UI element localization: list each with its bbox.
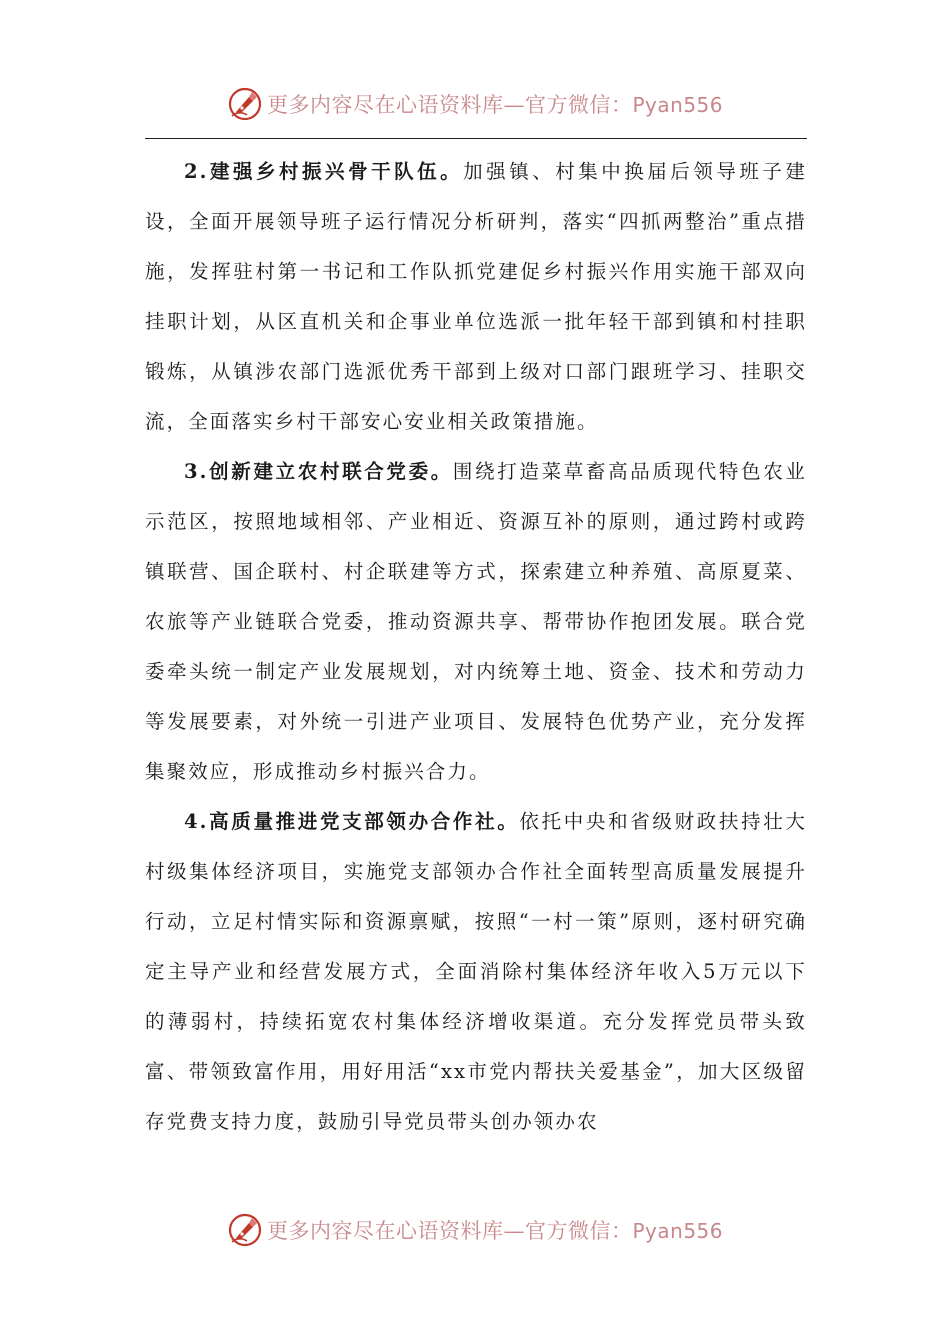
pen-nib-logo-icon	[227, 86, 263, 122]
header-banner-cn: 更多内容尽在心语资料库—官方微信：	[266, 93, 633, 117]
paragraph-2-heading: 2.建强乡村振兴骨干队伍。	[184, 160, 464, 183]
paragraph-3	[145, 447, 807, 797]
footer-banner-wechat-id: Pyan556	[632, 1219, 723, 1243]
paragraph-4-body: 依托中央和省级财政扶持壮大村级集体经济项目，实施党支部领办合作社全面转型高质量发展提升行动，立足村情实际和资源禀赋，按照“一村一策”原则，逐村研究确定主导产业和经营发展方式，全面消除村集体经济年收入5万元以下的薄弱村，持续拓宽农村集体经济增收渠道。充分发挥党员带头致富、带领致富作用，用好用活“xx市党内帮扶关爱基金”，加大区级留存党费支持力度，鼓励引导党员带头创办领办农	[145, 810, 807, 1133]
header-banner	[0, 84, 950, 124]
paragraph-2-body: 加强镇、村集中换届后领导班子建设，全面开展领导班子运行情况分析研判，落实“四抓两整治”重点措施，发挥驻村第一书记和工作队抓党建促乡村振兴作用实施干部双向挂职计划，从区直机关和企事业单位选派一批年轻干部到镇和村挂职锻炼，从镇涉农部门选派优秀干部到上级对口部门跟班学习、挂职交流，全面落实乡村干部安心安业相关政策措施。	[145, 160, 807, 433]
header-banner-wechat-id: Pyan556	[632, 93, 723, 117]
footer-banner	[0, 1210, 950, 1250]
paragraph-4	[145, 797, 807, 1147]
pen-nib-logo-icon	[227, 1212, 263, 1248]
document-body	[145, 147, 807, 1147]
footer-banner-text	[267, 1215, 723, 1245]
header-banner-text	[267, 89, 723, 119]
paragraph-4-heading: 4.高质量推进党支部领办合作社。	[184, 810, 520, 833]
footer-banner-cn: 更多内容尽在心语资料库—官方微信：	[266, 1219, 633, 1243]
paragraph-3-body: 围绕打造菜草畜高品质现代特色农业示范区，按照地域相邻、产业相近、资源互补的原则，通过跨村或跨镇联营、国企联村、村企联建等方式，探索建立种养殖、高原夏菜、农旅等产业链联合党委，推动资源共享、帮带协作抱团发展。联合党委牵头统一制定产业发展规划，对内统筹土地、资金、技术和劳动力等发展要素，对外统一引进产业项目、发展特色优势产业，充分发挥集聚效应，形成推动乡村振兴合力。	[145, 460, 807, 783]
header-divider	[145, 138, 807, 139]
paragraph-3-heading: 3.创新建立农村联合党委。	[184, 460, 453, 483]
paragraph-2	[145, 147, 807, 447]
